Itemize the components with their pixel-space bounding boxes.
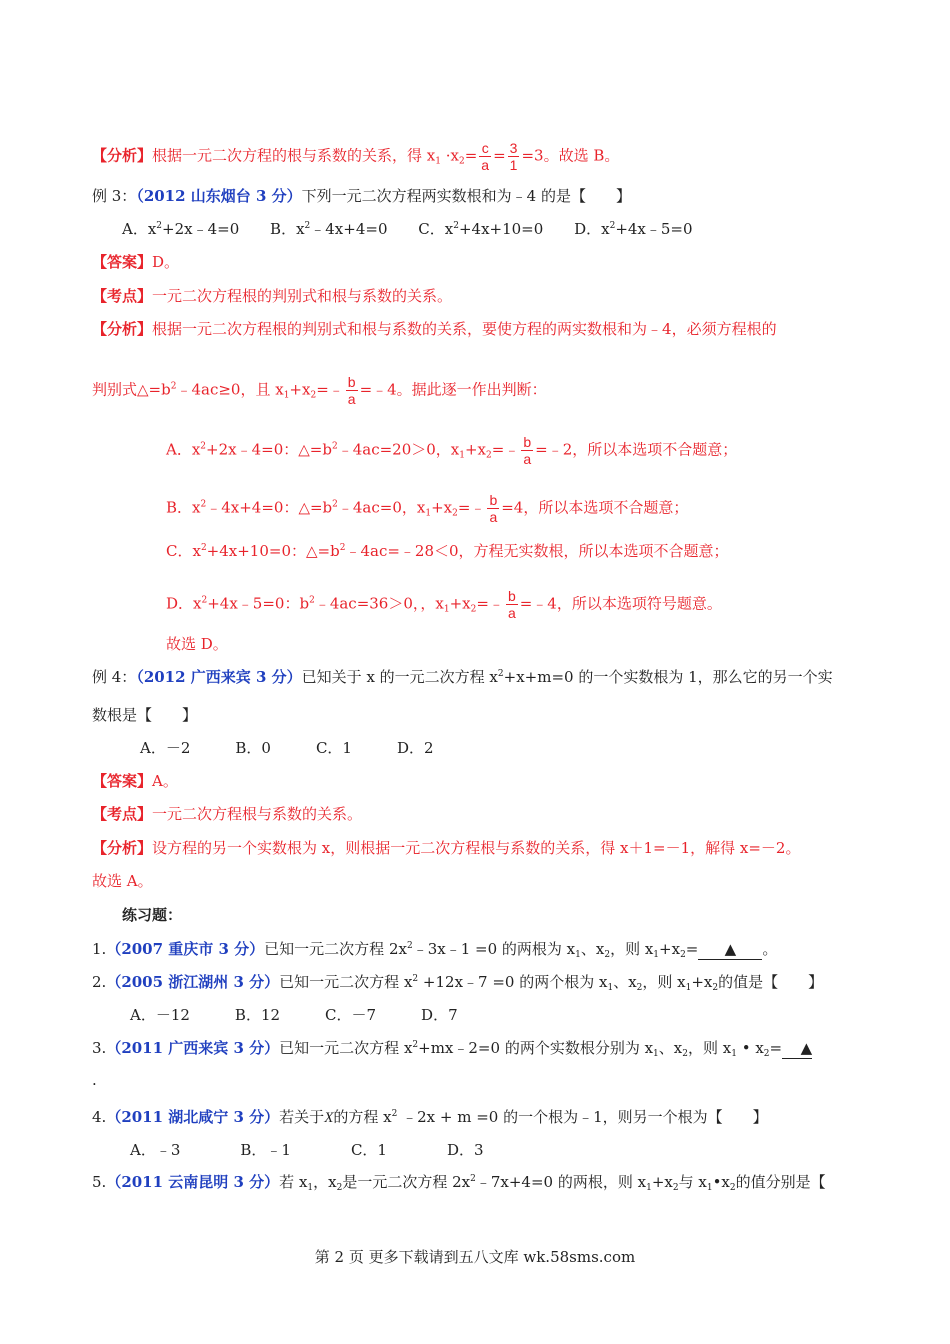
practice-3-tail: .: [92, 1071, 97, 1089]
example-3-answer: 【答案】D。: [92, 253, 180, 271]
example-3-case-b: B．$x^2﹣4x+4=0$：$\triangle=b^2﹣4ac=0$，$x_1+x_2=﹣$ $\frac{b}{a}$ =4，所以本选项不合题意；: [166, 492, 689, 525]
page-footer: 第 2 页 更多下载请到五八文库 wk.58sms.com: [314, 1248, 636, 1266]
answer-blank-1: ▲: [698, 939, 762, 960]
example-3-keypoint: 【考点】一元二次方程根的判别式和根与系数的关系。: [92, 287, 453, 305]
practice-5: 5.（2011 云南昆明 3 分）若 $x_1$，$x_2$是一元二次方程 $2x^2﹣7x+4=0$ 的两根，则 $x_1+x_2$与 $x_1•x_2$的值分别是【: [92, 1173, 826, 1193]
example-3-case-c: C．$x^2+4x+10=0$：$\triangle=b^2﹣4ac=﹣28<0$，方程无实数根，所以本选项不合题意；: [166, 542, 729, 560]
example-4-answer: 【答案】A。: [92, 772, 178, 790]
fraction-b-a: $\frac{b}{a}$: [347, 374, 356, 407]
fraction-3-1: $\frac{3}{1}$: [509, 140, 518, 173]
practice-2-options: A．－12 B．12 C．－7 D．7: [130, 1006, 458, 1024]
practice-1: 1.（2007 重庆市 3 分）已知一元二次方程 $2x^2﹣3x﹣1 =0$ 的两根为 $x_1$、$x_2$，则 $x_1+x_2=$ ▲ 。: [92, 940, 778, 960]
example-4-conclusion: 故选 A。: [92, 872, 153, 890]
fraction-b-a: $\frac{b}{a}$: [523, 434, 532, 467]
example-4-keypoint: 【考点】一元二次方程根与系数的关系。: [92, 805, 363, 823]
practice-heading: 练习题：: [122, 906, 183, 924]
example-4-question-2: 数根是【 】: [92, 706, 198, 724]
practice-2: 2.（2005 浙江湖州 3 分）已知一元二次方程 $x^2$ +12x﹣7 =0 的两个根为 $x_1$、$x_2$，则 $x_1+x_2$的值是【 】: [92, 973, 824, 993]
example-4-question-1: 例 4：（2012 广西来宾 3 分）已知关于 x 的一元二次方程 $x^2+x+m=0$ 的一个实数根为 1，那么它的另一个实: [92, 668, 833, 686]
example-3-case-a: A．$x^2+2x﹣4=0$：$\triangle=b^2﹣4ac=20>0$，$x_1+x_2=﹣$ $\frac{b}{a}$ =﹣2，所以本选项不合题意；: [166, 434, 738, 467]
example-4-options: A．－2 B．0 C．1 D．2: [140, 739, 434, 757]
fraction-b-a: $\frac{b}{a}$: [489, 492, 498, 525]
example-3-case-d: D．$x^2+4x﹣5=0$：$b^2﹣4ac=36>0$，，$x_1+x_2=﹣$ $\frac{b}{a}$ =﹣4，所以本选项符号题意。: [166, 588, 722, 621]
fraction-c-a: $\frac{c}{a}$: [481, 140, 490, 173]
practice-3: 3.（2011 广西来宾 3 分）已知一元二次方程 $x^2+mx﹣2=0$ 的两个实数根分别为 $x_1$、$x_2$，则 $x_1$ • $x_2=$ ▲: [92, 1039, 813, 1059]
example-3-options: A．$x^2+2x﹣4=0$ B．$x^2﹣4x+4=0$ C．$x^2+4x+10=0$ D．$x^2+4x﹣5=0$: [122, 220, 693, 238]
example-3-analysis-2: 判别式$\triangle=b^2﹣4ac\ge 0$，且 $x_1+x_2=﹣$ $\frac{b}{a}$ =﹣4。据此逐一作出判断：: [92, 374, 547, 407]
example-3-question: 例 3：（2012 山东烟台 3 分）下列一元二次方程两实数根和为﹣4 的是【 】: [92, 187, 631, 205]
practice-4-options: A．﹣3 B．﹣1 C．1 D．3: [130, 1141, 484, 1159]
analysis-line-1: 【分析】根据一元二次方程的根与系数的关系，得 $x_1 \cdot x_2=$ $\frac{c}{a}$ = $\frac{3}{1}$ =3。故选 B。: [92, 140, 620, 173]
example-3-conclusion: 故选 D。: [166, 635, 228, 653]
answer-blank-3: ▲: [782, 1038, 812, 1059]
practice-4: 4.（2011 湖北咸宁 3 分）若关于X的方程 $x^2$ ﹣2x + m =0 的一个根为﹣1，则另一个根为【 】: [92, 1108, 768, 1126]
fraction-b-a: $\frac{b}{a}$: [507, 588, 516, 621]
example-3-analysis-1: 【分析】根据一元二次方程根的判别式和根与系数的关系，要使方程的两实数根和为﹣4，必须方程根的: [92, 320, 777, 338]
example-4-analysis: 【分析】设方程的另一个实数根为 x，则根据一元二次方程根与系数的关系，得 x＋1=－1，解得 x=－2。: [92, 839, 801, 857]
